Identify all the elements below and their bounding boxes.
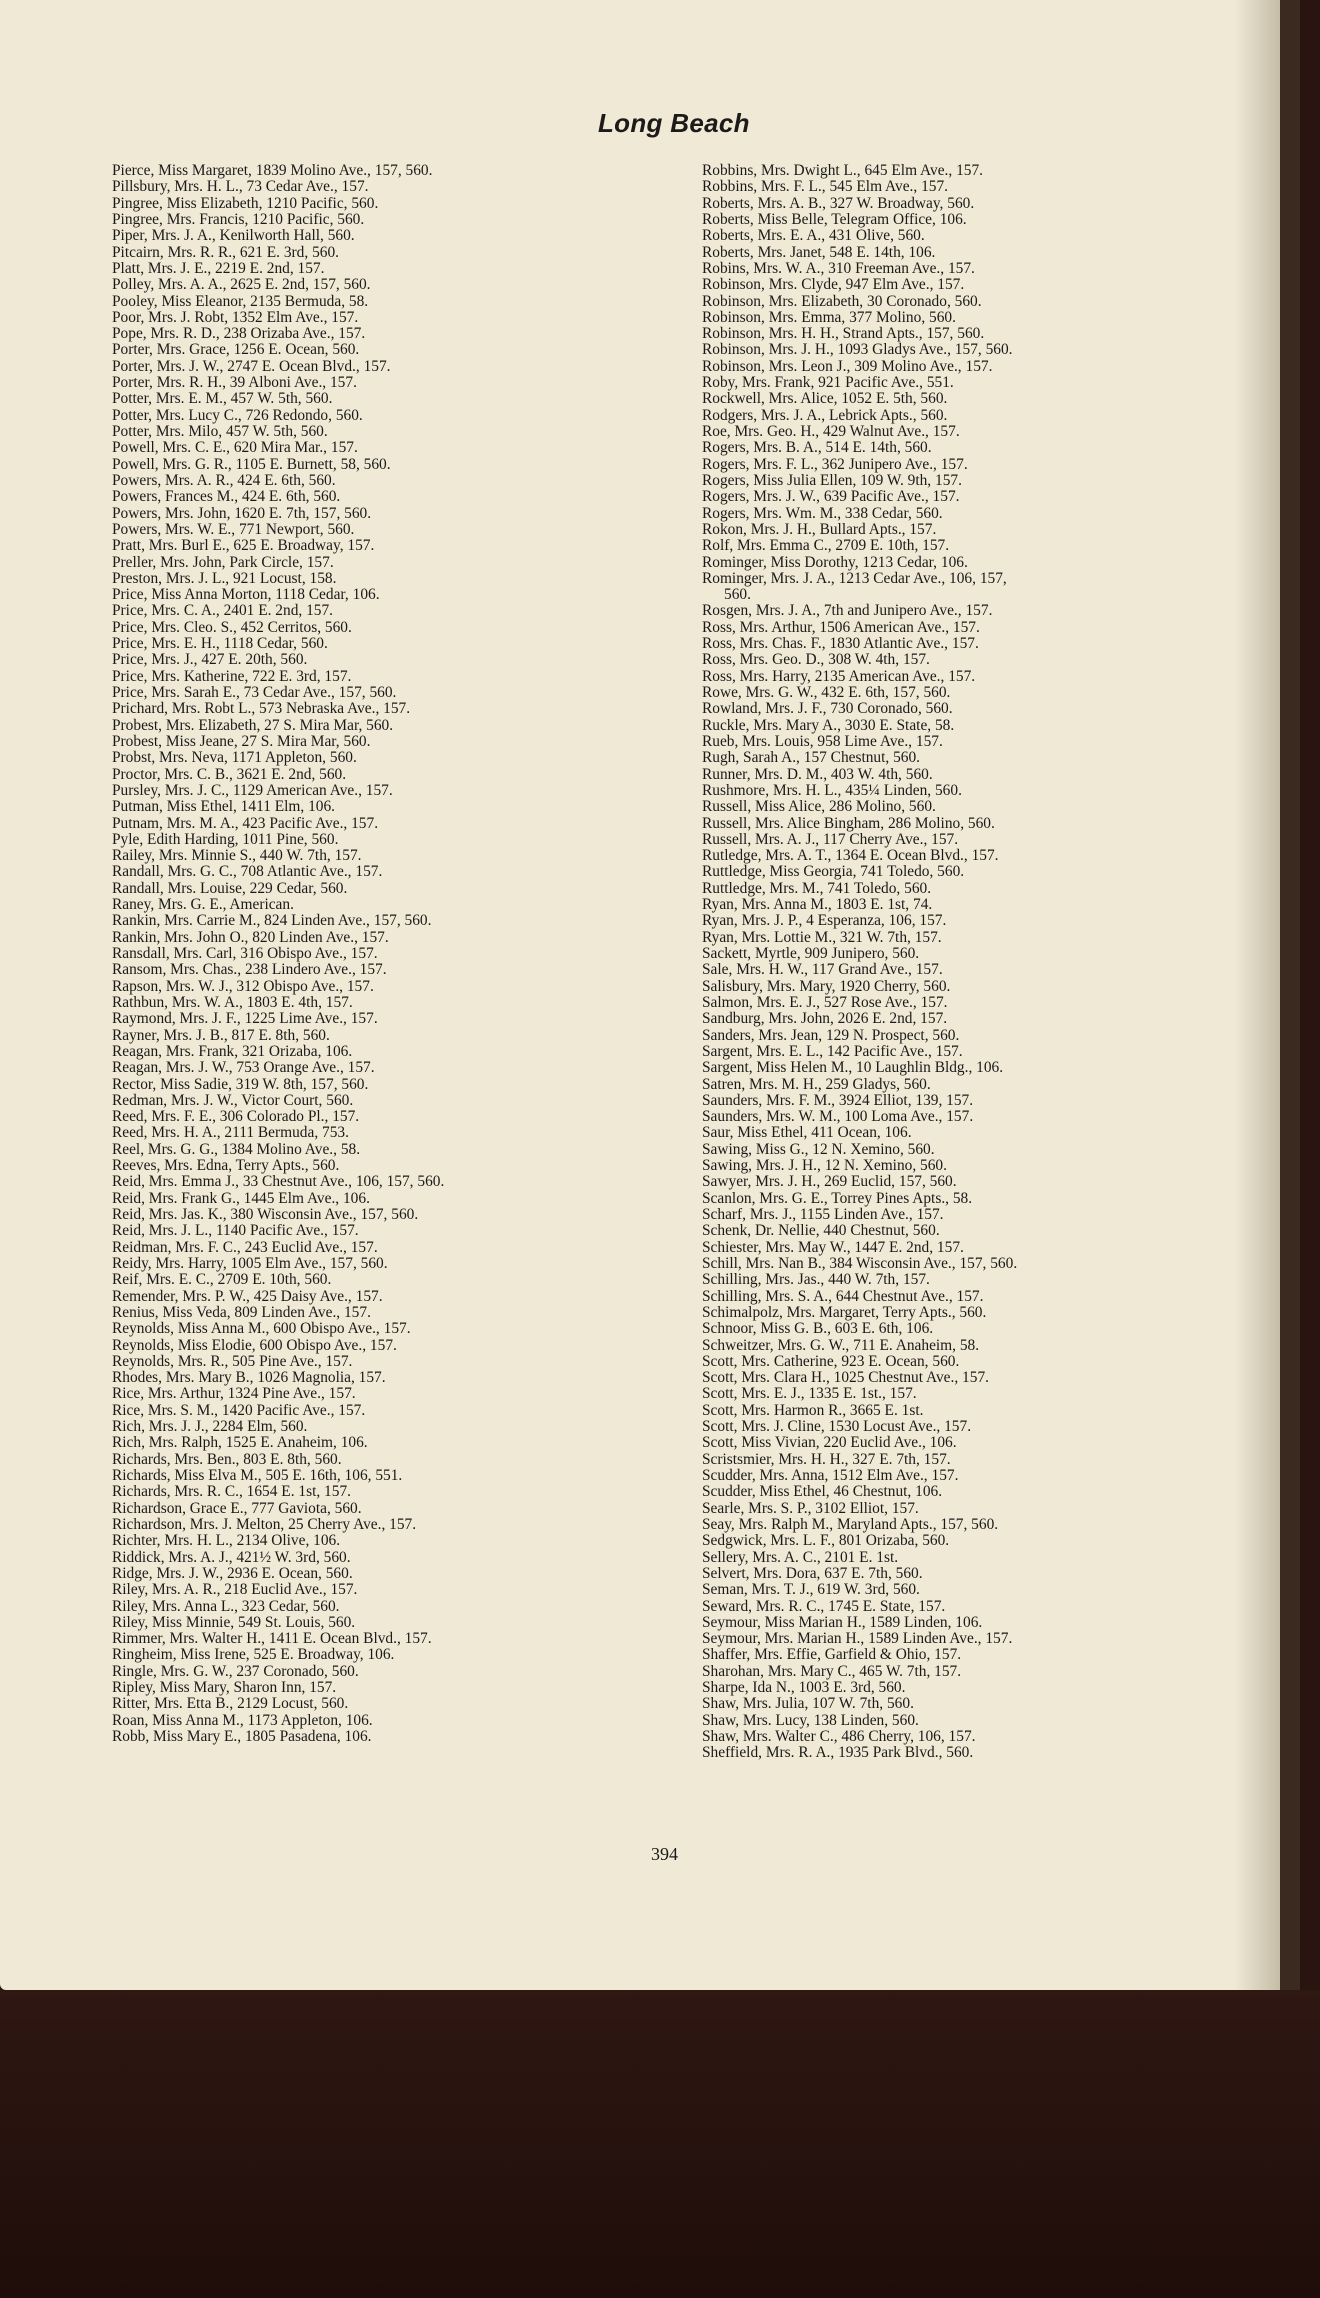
directory-entry: Robinson, Mrs. Leon J., 309 Molino Ave., 157. (702, 357, 993, 375)
directory-entry: Scott, Mrs. E. J., 1335 E. 1st., 157. (702, 1385, 917, 1403)
directory-entry: Ripley, Miss Mary, Sharon Inn, 157. (112, 1679, 337, 1697)
directory-entry: Russell, Mrs. Alice Bingham, 286 Molino, 560. (702, 814, 995, 832)
directory-entry: Scudder, Miss Ethel, 46 Chestnut, 106. (702, 1483, 943, 1501)
directory-entry: Preston, Mrs. J. L., 921 Locust, 158. (112, 569, 337, 587)
directory-entry: Reif, Mrs. E. C., 2709 E. 10th, 560. (112, 1271, 332, 1289)
directory-entry: Porter, Mrs. Grace, 1256 E. Ocean, 560. (112, 341, 360, 359)
directory-entry: Ryan, Mrs. J. P., 4 Esperanza, 106, 157. (702, 912, 947, 930)
directory-entry: Schilling, Mrs. Jas., 440 W. 7th, 157. (702, 1271, 930, 1289)
page-heading: Long Beach (598, 108, 750, 138)
directory-entry: Scudder, Mrs. Anna, 1512 Elm Ave., 157. (702, 1467, 959, 1484)
directory-entry: Sackett, Myrtle, 909 Junipero, 560. (702, 945, 920, 962)
directory-entry: Roberts, Mrs. A. B., 327 W. Broadway, 560. (702, 194, 975, 212)
directory-entry: Pyle, Edith Harding, 1011 Pine, 560. (112, 830, 339, 848)
directory-entry: Remender, Mrs. P. W., 425 Daisy Ave., 157. (112, 1287, 383, 1305)
directory-entry: Pingree, Miss Elizabeth, 1210 Pacific, 560. (112, 194, 379, 212)
directory-entry: Schimalpolz, Mrs. Margaret, Terry Apts., 560. (702, 1303, 987, 1321)
directory-entry: Pratt, Mrs. Burl E., 625 E. Broadway, 157. (112, 537, 375, 555)
directory-entry: Sawing, Miss G., 12 N. Xemino, 560. (702, 1140, 935, 1158)
directory-entry: Reid, Mrs. Frank G., 1445 Elm Ave., 106. (112, 1189, 370, 1207)
directory-entry: Roberts, Mrs. Janet, 548 E. 14th, 106. (702, 243, 936, 261)
directory-entry: Randall, Mrs. G. C., 708 Atlantic Ave., 157. (112, 863, 383, 881)
directory-entry: Seymour, Miss Marian H., 1589 Linden, 106. (702, 1613, 983, 1631)
directory-entry: Renius, Miss Veda, 809 Linden Ave., 157. (112, 1303, 371, 1321)
directory-entry: Sanders, Mrs. Jean, 129 N. Prospect, 560. (702, 1026, 960, 1044)
directory-entry: Rodgers, Mrs. J. A., Lebrick Apts., 560. (702, 406, 948, 424)
directory-entry: Ringheim, Miss Irene, 525 E. Broadway, 106. (112, 1646, 395, 1664)
directory-entry: Pitcairn, Mrs. R. R., 621 E. 3rd, 560. (112, 243, 340, 261)
directory-entry: Reeves, Mrs. Edna, Terry Apts., 560. (112, 1157, 340, 1175)
directory-entry: Price, Mrs. J., 427 E. 20th, 560. (112, 651, 308, 669)
directory-entry: Randall, Mrs. Louise, 229 Cedar, 560. (112, 879, 348, 897)
directory-entry: Rogers, Mrs. J. W., 639 Pacific Ave., 157. (702, 488, 960, 506)
directory-entry: Rich, Mrs. J. J., 2284 Elm, 560. (112, 1418, 308, 1436)
directory-entry: Ridge, Mrs. J. W., 2936 E. Ocean, 560. (112, 1564, 353, 1582)
directory-entry: Robinson, Mrs. H. H., Strand Apts., 157, 560. (702, 325, 985, 343)
directory-entry: Pope, Mrs. R. D., 238 Orizaba Ave., 157. (112, 325, 366, 343)
directory-entry: Platt, Mrs. J. E., 2219 E. 2nd, 157. (112, 259, 325, 277)
directory-entry: Ruckle, Mrs. Mary A., 3030 E. State, 58. (702, 716, 955, 734)
directory-entry: Riley, Miss Minnie, 549 St. Louis, 560. (112, 1613, 356, 1631)
directory-entry: Schiester, Mrs. May W., 1447 E. 2nd, 157. (702, 1238, 964, 1256)
directory-entry: Richards, Mrs. Ben., 803 E. 8th, 560. (112, 1450, 342, 1468)
directory-entry: Powers, Mrs. A. R., 424 E. 6th, 560. (112, 471, 336, 489)
directory-entry: Reagan, Mrs. J. W., 753 Orange Ave., 157. (112, 1059, 375, 1077)
directory-entry: Rich, Mrs. Ralph, 1525 E. Anaheim, 106. (112, 1434, 368, 1452)
directory-entry: Reid, Mrs. Jas. K., 380 Wisconsin Ave., 157, 560. (112, 1206, 419, 1223)
directory-entry: Reel, Mrs. G. G., 1384 Molino Ave., 58. (112, 1140, 361, 1158)
directory-entry: Poor, Mrs. J. Robt, 1352 Elm Ave., 157. (112, 308, 359, 326)
directory-entry: Ringle, Mrs. G. W., 237 Coronado, 560. (112, 1662, 359, 1680)
directory-entry: Pillsbury, Mrs. H. L., 73 Cedar Ave., 157. (112, 178, 369, 196)
left-column (112, 163, 672, 1745)
directory-entry: Richards, Miss Elva M., 505 E. 16th, 106, 551. (112, 1467, 403, 1484)
directory-entry: Pursley, Mrs. J. C., 1129 American Ave., 157. (112, 781, 393, 799)
directory-entry: Reynolds, Miss Anna M., 600 Obispo Ave., 157. (112, 1320, 411, 1338)
directory-entry: Proctor, Mrs. C. B., 3621 E. 2nd, 560. (112, 765, 347, 783)
directory-entry: Seymour, Mrs. Marian H., 1589 Linden Ave., 157. (702, 1630, 1013, 1648)
directory-entry: Ritter, Mrs. Etta B., 2129 Locust, 560. (112, 1695, 349, 1713)
directory-entry: Potter, Mrs. Lucy C., 726 Redondo, 560. (112, 406, 363, 424)
directory-entry: Powers, Mrs. John, 1620 E. 7th, 157, 560. (112, 504, 372, 522)
directory-entry: Shaw, Mrs. Walter C., 486 Cherry, 106, 157. (702, 1728, 976, 1745)
directory-entry: Ross, Mrs. Geo. D., 308 W. 4th, 157. (702, 651, 930, 669)
directory-entry: Robinson, Mrs. Clyde, 947 Elm Ave., 157. (702, 276, 965, 294)
directory-entry: Sharohan, Mrs. Mary C., 465 W. 7th, 157. (702, 1662, 962, 1680)
directory-entry: Putnam, Mrs. M. A., 423 Pacific Ave., 157. (112, 814, 379, 832)
directory-entry: Reynolds, Miss Elodie, 600 Obispo Ave., 157. (112, 1336, 397, 1354)
directory-entry: Rice, Mrs. Arthur, 1324 Pine Ave., 157. (112, 1385, 356, 1403)
directory-entry: Russell, Mrs. A. J., 117 Cherry Ave., 157. (702, 830, 959, 848)
directory-entry: Ransdall, Mrs. Carl, 316 Obispo Ave., 157. (112, 945, 378, 962)
directory-entry: Scott, Mrs. Harmon R., 3665 E. 1st. (702, 1401, 924, 1419)
directory-entry: Robb, Miss Mary E., 1805 Pasadena, 106. (112, 1728, 372, 1745)
directory-entry: Saur, Miss Ethel, 411 Ocean, 106. (702, 1124, 912, 1142)
directory-entry: Rominger, Mrs. J. A., 1213 Cedar Ave., 106, 157, 560. (702, 569, 1007, 604)
directory-entry: Ross, Mrs. Harry, 2135 American Ave., 157. (702, 667, 976, 685)
directory-entry: Rogers, Miss Julia Ellen, 109 W. 9th, 157. (702, 471, 962, 489)
directory-entry: Reagan, Mrs. Frank, 321 Orizaba, 106. (112, 1042, 353, 1060)
directory-entry: Shaffer, Mrs. Effie, Garfield & Ohio, 157. (702, 1646, 962, 1664)
directory-entry: Roberts, Miss Belle, Telegram Office, 106. (702, 210, 967, 228)
directory-entry: Price, Mrs. E. H., 1118 Cedar, 560. (112, 635, 328, 653)
directory-entry: Preller, Mrs. John, Park Circle, 157. (112, 553, 334, 571)
directory-entry: Rapson, Mrs. W. J., 312 Obispo Ave., 157. (112, 977, 374, 995)
directory-entry: Sale, Mrs. H. W., 117 Grand Ave., 157. (702, 961, 943, 979)
directory-entry: Rogers, Mrs. Wm. M., 338 Cedar, 560. (702, 504, 943, 522)
directory-entry: Selvert, Mrs. Dora, 637 E. 7th, 560. (702, 1564, 923, 1582)
directory-entry: Sawing, Mrs. J. H., 12 N. Xemino, 560. (702, 1157, 947, 1175)
page-number: 394 (651, 1844, 678, 1864)
directory-entry: Saunders, Mrs. F. M., 3924 Elliot, 139, 157. (702, 1091, 974, 1109)
directory-entry: Sharpe, Ida N., 1003 E. 3rd, 560. (702, 1679, 906, 1697)
directory-entry: Rolf, Mrs. Emma C., 2709 E. 10th, 157. (702, 537, 950, 555)
directory-entry: Roby, Mrs. Frank, 921 Pacific Ave., 551. (702, 374, 954, 392)
binding-gutter (1280, 0, 1300, 1990)
directory-entry: Railey, Mrs. Minnie S., 440 W. 7th, 157. (112, 847, 362, 865)
directory-entry: Rominger, Miss Dorothy, 1213 Cedar, 106. (702, 553, 968, 571)
directory-entry: Schweitzer, Mrs. G. W., 711 E. Anaheim, 58. (702, 1336, 980, 1354)
directory-entry: Rector, Miss Sadie, 319 W. 8th, 157, 560. (112, 1075, 369, 1093)
directory-entry: Scott, Mrs. Catherine, 923 E. Ocean, 560. (702, 1352, 960, 1370)
directory-entry: Ryan, Mrs. Lottie M., 321 W. 7th, 157. (702, 928, 942, 946)
directory-entry: Pooley, Miss Eleanor, 2135 Bermuda, 58. (112, 292, 369, 310)
directory-entry: Reidy, Mrs. Harry, 1005 Elm Ave., 157, 560. (112, 1254, 388, 1272)
directory-entry: Runner, Mrs. D. M., 403 W. 4th, 560. (702, 765, 933, 783)
directory-entry: Powers, Mrs. W. E., 771 Newport, 560. (112, 520, 355, 538)
directory-entry: Seman, Mrs. T. J., 619 W. 3rd, 560. (702, 1581, 920, 1599)
directory-entry: Scanlon, Mrs. G. E., Torrey Pines Apts., 58. (702, 1189, 973, 1207)
directory-entry: Rimmer, Mrs. Walter H., 1411 E. Ocean Blvd., 157. (112, 1630, 432, 1648)
directory-entry: Sargent, Miss Helen M., 10 Laughlin Bldg., 106. (702, 1059, 1004, 1077)
directory-entry: Price, Mrs. C. A., 2401 E. 2nd, 157. (112, 602, 334, 620)
directory-entry: Riley, Mrs. A. R., 218 Euclid Ave., 157. (112, 1581, 358, 1599)
directory-entry: Shaw, Mrs. Julia, 107 W. 7th, 560. (702, 1695, 914, 1713)
directory-entry: Rhodes, Mrs. Mary B., 1026 Magnolia, 157. (112, 1369, 386, 1387)
directory-entry: Raymond, Mrs. J. F., 1225 Lime Ave., 157. (112, 1010, 378, 1028)
directory-entry: Powell, Mrs. G. R., 1105 E. Burnett, 58, 560. (112, 455, 391, 473)
directory-entry: Prichard, Mrs. Robt L., 573 Nebraska Ave., 157. (112, 700, 411, 718)
directory-entry: Price, Mrs. Sarah E., 73 Cedar Ave., 157, 560. (112, 684, 397, 701)
directory-entry: Searle, Mrs. S. P., 3102 Elliot, 157. (702, 1499, 919, 1517)
directory-entry: Rathbun, Mrs. W. A., 1803 E. 4th, 157. (112, 993, 353, 1011)
directory-entry: Sedgwick, Mrs. L. F., 801 Orizaba, 560. (702, 1532, 950, 1550)
directory-entry: Robinson, Mrs. Emma, 377 Molino, 560. (702, 308, 956, 326)
directory-entry: Saunders, Mrs. W. M., 100 Loma Ave., 157. (702, 1108, 974, 1126)
directory-entry: Rice, Mrs. S. M., 1420 Pacific Ave., 157. (112, 1401, 366, 1419)
directory-entry: Reid, Mrs. J. L., 1140 Pacific Ave., 157. (112, 1222, 359, 1240)
directory-entry: Rowland, Mrs. J. F., 730 Coronado, 560. (702, 700, 953, 718)
page-edge-shadow (1234, 0, 1280, 1990)
directory-entry: Robinson, Mrs. J. H., 1093 Gladys Ave., 157, 560. (702, 341, 1013, 359)
directory-entry: Scristsmier, Mrs. H. H., 327 E. 7th, 157. (702, 1450, 951, 1468)
directory-entry: Reynolds, Mrs. R., 505 Pine Ave., 157. (112, 1352, 353, 1370)
directory-entry: Riley, Mrs. Anna L., 323 Cedar, 560. (112, 1597, 340, 1615)
directory-entry: Potter, Mrs. Milo, 457 W. 5th, 560. (112, 423, 328, 440)
directory-entry: Robins, Mrs. W. A., 310 Freeman Ave., 157. (702, 259, 975, 277)
directory-entry: Reidman, Mrs. F. C., 243 Euclid Ave., 157. (112, 1238, 378, 1256)
directory-entry: Ryan, Mrs. Anna M., 1803 E. 1st, 74. (702, 896, 933, 914)
directory-entry: Rogers, Mrs. F. L., 362 Junipero Ave., 157. (702, 455, 968, 473)
directory-entry: Reed, Mrs. F. E., 306 Colorado Pl., 157. (112, 1108, 360, 1126)
directory-entry: Price, Mrs. Katherine, 722 E. 3rd, 157. (112, 667, 352, 685)
directory-entry: Rugh, Sarah A., 157 Chestnut, 560. (702, 749, 921, 767)
directory-entry: Reid, Mrs. Emma J., 33 Chestnut Ave., 106, 157, 560. (112, 1173, 445, 1191)
directory-entry: Russell, Miss Alice, 286 Molino, 560. (702, 798, 936, 816)
directory-entry: Ross, Mrs. Chas. F., 1830 Atlantic Ave., 157. (702, 635, 979, 653)
directory-entry: Scott, Miss Vivian, 220 Euclid Ave., 106. (702, 1434, 957, 1452)
directory-entry: Rockwell, Mrs. Alice, 1052 E. 5th, 560. (702, 390, 948, 408)
directory-entry: Richardson, Grace E., 777 Gaviota, 560. (112, 1499, 362, 1517)
directory-entry: Robbins, Mrs. Dwight L., 645 Elm Ave., 157. (702, 162, 984, 179)
directory-entry: Richardson, Mrs. J. Melton, 25 Cherry Ave., 157. (112, 1515, 417, 1533)
directory-entry: Rutledge, Mrs. A. T., 1364 E. Ocean Blvd., 157. (702, 847, 999, 865)
directory-entry: Scharf, Mrs. J., 1155 Linden Ave., 157. (702, 1206, 944, 1223)
directory-entry: Reed, Mrs. H. A., 2111 Bermuda, 753. (112, 1124, 349, 1142)
directory-entry: Porter, Mrs. R. H., 39 Alboni Ave., 157. (112, 374, 357, 392)
directory-entry: Probst, Mrs. Neva, 1171 Appleton, 560. (112, 749, 357, 767)
directory-entry: Schnoor, Miss G. B., 603 E. 6th, 106. (702, 1320, 934, 1338)
directory-entry: Ross, Mrs. Arthur, 1506 American Ave., 157. (702, 618, 980, 636)
directory-entry: Putman, Miss Ethel, 1411 Elm, 106. (112, 798, 336, 816)
directory-entry: Porter, Mrs. J. W., 2747 E. Ocean Blvd., 157. (112, 357, 391, 375)
directory-entry: Riddick, Mrs. A. J., 421½ W. 3rd, 560. (112, 1548, 351, 1566)
directory-entry: Raney, Mrs. G. E., American. (112, 896, 294, 914)
directory-entry: Scott, Mrs. J. Cline, 1530 Locust Ave., 157. (702, 1418, 972, 1436)
directory-entry: Salisbury, Mrs. Mary, 1920 Cherry, 560. (702, 977, 951, 995)
directory-entry: Piper, Mrs. J. A., Kenilworth Hall, 560. (112, 227, 355, 245)
directory-entry: Seward, Mrs. R. C., 1745 E. State, 157. (702, 1597, 946, 1615)
directory-entry: Robbins, Mrs. F. L., 545 Elm Ave., 157. (702, 178, 949, 196)
directory-entry: Scott, Mrs. Clara H., 1025 Chestnut Ave., 157. (702, 1369, 989, 1387)
directory-entry: Satren, Mrs. M. H., 259 Gladys, 560. (702, 1075, 931, 1093)
directory-entry: Powers, Frances M., 424 E. 6th, 560. (112, 488, 341, 506)
directory-entry: Ruttledge, Mrs. M., 741 Toledo, 560. (702, 879, 932, 897)
directory-entry: Potter, Mrs. E. M., 457 W. 5th, 560. (112, 390, 333, 408)
right-column (702, 163, 1222, 1762)
directory-entry: Redman, Mrs. J. W., Victor Court, 560. (112, 1091, 354, 1109)
directory-entry: Price, Mrs. Cleo. S., 452 Cerritos, 560. (112, 618, 352, 636)
directory-entry: Salmon, Mrs. E. J., 527 Rose Ave., 157. (702, 993, 948, 1011)
directory-entry: Rosgen, Mrs. J. A., 7th and Junipero Ave., 157. (702, 602, 993, 620)
directory-entry: Probest, Miss Jeane, 27 S. Mira Mar, 560. (112, 732, 371, 750)
directory-entry: Probest, Mrs. Elizabeth, 27 S. Mira Mar, 560. (112, 716, 394, 734)
directory-entry: Ransom, Mrs. Chas., 238 Lindero Ave., 157. (112, 961, 387, 979)
directory-entry: Rankin, Mrs. Carrie M., 824 Linden Ave., 157, 560. (112, 912, 432, 930)
directory-entry: Seay, Mrs. Ralph M., Maryland Apts., 157, 560. (702, 1515, 999, 1533)
directory-entry: Roberts, Mrs. E. A., 431 Olive, 560. (702, 227, 925, 245)
directory-entry: Rushmore, Mrs. H. L., 435¼ Linden, 560. (702, 781, 962, 799)
directory-entry: Rayner, Mrs. J. B., 817 E. 8th, 560. (112, 1026, 330, 1044)
directory-entry: Ruttledge, Miss Georgia, 741 Toledo, 560. (702, 863, 965, 881)
directory-entry: Rowe, Mrs. G. W., 432 E. 6th, 157, 560. (702, 684, 951, 701)
directory-entry: Robinson, Mrs. Elizabeth, 30 Coronado, 560. (702, 292, 982, 310)
directory-entry: Polley, Mrs. A. A., 2625 E. 2nd, 157, 560. (112, 276, 371, 294)
directory-entry: Powell, Mrs. C. E., 620 Mira Mar., 157. (112, 439, 358, 457)
directory-entry: Rogers, Mrs. B. A., 514 E. 14th, 560. (702, 439, 932, 457)
directory-entry: Pingree, Mrs. Francis, 1210 Pacific, 560. (112, 210, 365, 228)
directory-entry: Shaw, Mrs. Lucy, 138 Linden, 560. (702, 1711, 919, 1729)
directory-entry: Price, Miss Anna Morton, 1118 Cedar, 106. (112, 586, 380, 604)
directory-entry: Schill, Mrs. Nan B., 384 Wisconsin Ave., 157, 560. (702, 1254, 1018, 1272)
directory-entry: Roan, Miss Anna M., 1173 Appleton, 106. (112, 1711, 373, 1729)
directory-entry: Schilling, Mrs. S. A., 644 Chestnut Ave., 157. (702, 1287, 984, 1305)
directory-entry: Schenk, Dr. Nellie, 440 Chestnut, 560. (702, 1222, 940, 1240)
directory-entry: Rankin, Mrs. John O., 820 Linden Ave., 157. (112, 928, 389, 946)
directory-entry: Roe, Mrs. Geo. H., 429 Walnut Ave., 157. (702, 423, 960, 440)
directory-entry: Sargent, Mrs. E. L., 142 Pacific Ave., 157. (702, 1042, 963, 1060)
directory-entry: Sheffield, Mrs. R. A., 1935 Park Blvd., 560. (702, 1744, 974, 1762)
directory-entry: Richter, Mrs. H. L., 2134 Olive, 106. (112, 1532, 341, 1550)
directory-entry: Rokon, Mrs. J. H., Bullard Apts., 157. (702, 520, 937, 538)
directory-entry: Sellery, Mrs. A. C., 2101 E. 1st. (702, 1548, 899, 1566)
directory-entry: Sandburg, Mrs. John, 2026 E. 2nd, 157. (702, 1010, 948, 1028)
directory-entry: Sawyer, Mrs. J. H., 269 Euclid, 157, 560. (702, 1173, 957, 1191)
directory-entry: Richards, Mrs. R. C., 1654 E. 1st, 157. (112, 1483, 351, 1501)
directory-entry: Rueb, Mrs. Louis, 958 Lime Ave., 157. (702, 732, 943, 750)
directory-entry: Pierce, Miss Margaret, 1839 Molino Ave., 157, 560. (112, 162, 433, 179)
background-surface (0, 1990, 1320, 2298)
